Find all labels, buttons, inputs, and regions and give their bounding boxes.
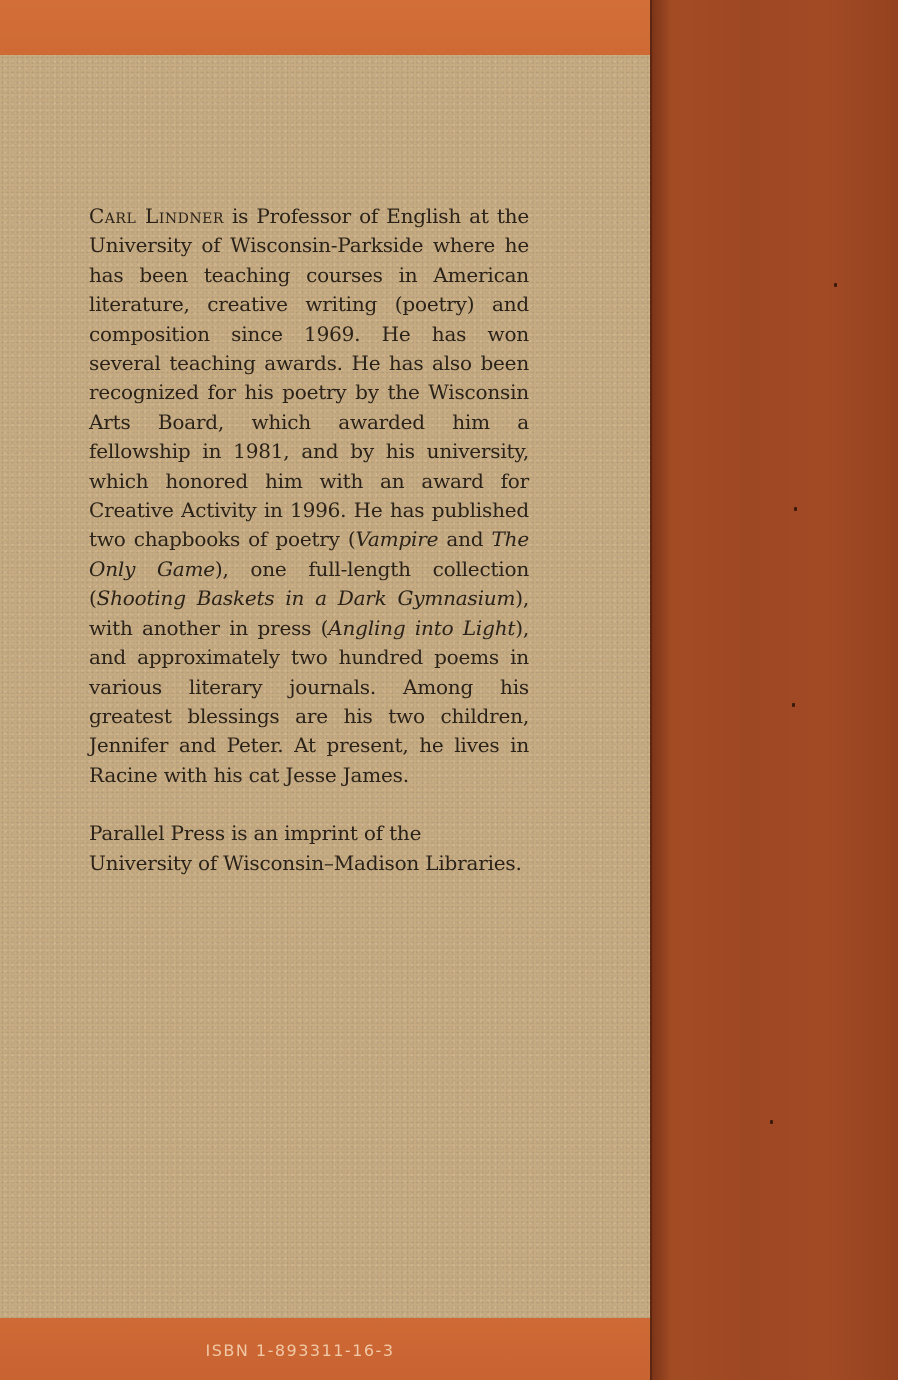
author-name: Carl Lindner [89,204,224,228]
spine-speck [792,703,795,707]
author-bio [89,202,529,878]
spine-speck [770,1120,773,1124]
book-title: Shooting Baskets in a Dark Gymnasium [96,586,516,611]
bio-text: ), and approximately two hundred poems in various literary journals. Among his greatest blessings are his two children, Jennifer and Peter. At present, he lives in Racine with his cat Jesse James. [89,615,529,787]
book-title: Vampire [355,527,439,552]
isbn-label: ISBN 1-893311-16-3 [205,1341,395,1360]
book-spine [652,0,898,1380]
bio-text: and [438,527,492,552]
bio-text: ), with another in press ( [89,586,529,640]
spine-speck [794,507,797,511]
top-color-band [0,0,652,55]
bio-paragraph [89,202,529,790]
book-title: Angling into Light [328,615,516,640]
imprint-note: Parallel Press is an imprint of the University of Wisconsin–Madison Libraries. [89,821,522,875]
bio-text: is Professor of English at the University of Wisconsin-Parkside where he has been teaching courses in American literature, creative writing (poetry) and composition since 1969. He has won several teaching awards. He has also been recognized for his poetry by the Wisconsin Arts Board, which awarded him a fellowship in 1981, and by his university, which honored him with an award for Creative Activity in 1996. He has published two chapbooks of poetry ( [89,204,529,552]
bio-text: ), one full-length collection ( [89,556,529,611]
book-title: The Only Game [89,527,529,581]
spine-speck [834,283,837,287]
